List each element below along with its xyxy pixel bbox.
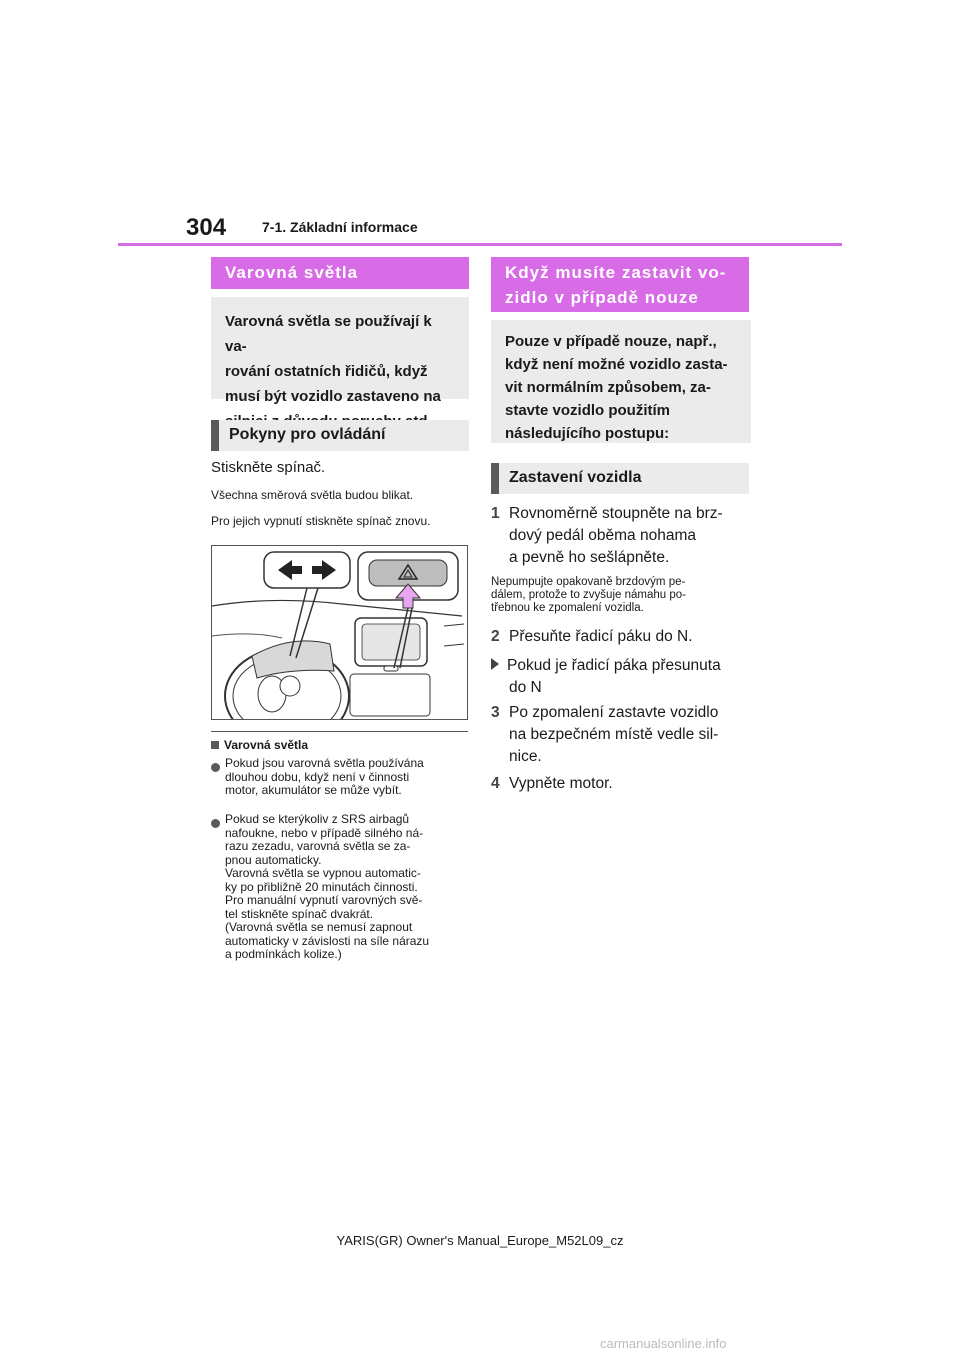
bullet-line: tel stiskněte spínač dvakrát. <box>225 906 374 921</box>
intro-line: stavte vozidlo použitím <box>505 402 671 419</box>
sub-step <box>491 655 751 699</box>
bullet-battery <box>225 757 470 798</box>
step-line: Po zpomalení zastavte vozidlo <box>509 704 719 721</box>
section-title: 7-1. Základní informace <box>262 219 418 235</box>
intro-box-right <box>491 320 751 443</box>
bullet-airbag <box>225 813 470 962</box>
step-1 <box>491 503 751 569</box>
note-line: Nepumpujte opakovaně brzdovým pe- <box>491 576 686 588</box>
bullet-line: razu zezadu, varovná světla se za- <box>225 839 411 853</box>
intro-line: Varovná světla se používají k va- <box>225 313 432 355</box>
sub-step-line: Pokud je řadicí páka přesunuta <box>507 657 721 674</box>
triangle-bullet-icon <box>491 658 499 670</box>
dashboard-illustration <box>211 545 468 720</box>
bullet-dot-icon <box>211 759 220 777</box>
step-3 <box>491 702 751 768</box>
bullet-line: Pro manuální vypnutí varovných svě- <box>225 893 423 907</box>
step-line: Rovnoměrně stoupněte na brz- <box>509 505 723 522</box>
step-line: dový pedál oběma nohama <box>509 527 696 544</box>
sub-step-line: do N <box>509 679 542 696</box>
note-line: třebnou ke zpomalení vozidla. <box>491 602 644 614</box>
note-blink: Všechna směrová světla budou blikat. <box>211 488 414 502</box>
note-turn-off: Pro jejich vypnutí stiskněte spínač znovu. <box>211 514 431 528</box>
bullet-dot-icon <box>211 815 220 833</box>
bullet-line: automaticky v závislosti na síle nárazu <box>225 933 430 948</box>
footer-text: YARIS(GR) Owner's Manual_Europe_M52L09_cz <box>336 1233 624 1248</box>
step-number: 4 <box>491 775 500 792</box>
intro-line: následujícího postupu: <box>505 425 670 442</box>
bullet-line: Varovná světla se vypnou automatic- <box>225 866 421 880</box>
step-line: na bezpečném místě vedle sil- <box>509 726 719 743</box>
step-number: 2 <box>491 628 500 645</box>
intro-box-left <box>211 297 469 405</box>
heading-line: Když musíte zastavit vo- <box>505 263 727 282</box>
notes-divider <box>211 731 468 732</box>
bullet-line: a podmínkách kolize.) <box>225 947 342 961</box>
step-line: a pevně ho sešlápněte. <box>509 549 670 566</box>
heading-emergency-stop <box>491 257 749 312</box>
bullet-line: motor, akumulátor se může vybít. <box>225 783 402 797</box>
page-number: 304 <box>186 214 227 241</box>
intro-line: musí být vozidlo zastaveno na <box>225 388 441 405</box>
bullet-line: ky po přibližně 20 minutách činnosti. <box>225 879 418 894</box>
notes-heading-text: Varovná světla <box>224 738 309 752</box>
step-line: Vypněte motor. <box>509 775 613 792</box>
step-number: 1 <box>491 505 500 522</box>
instruction-text: Stiskněte spínač. <box>211 459 326 476</box>
header-rule <box>118 243 842 246</box>
heading-warning-lights: Varovná světla <box>211 257 469 289</box>
step-1-note <box>491 576 751 615</box>
intro-line: vit normálním způsobem, za- <box>505 379 711 396</box>
step-line: Přesuňte řadicí páku do N. <box>509 628 693 645</box>
step-line: nice. <box>509 748 542 765</box>
intro-line: když není možné vozidlo zasta- <box>505 356 728 373</box>
hazard-switch-icon <box>212 546 467 719</box>
square-bullet-icon <box>211 741 219 749</box>
step-2 <box>491 626 693 648</box>
subheading-operation: Pokyny pro ovládání <box>211 420 469 451</box>
subheading-stopping: Zastavení vozidla <box>491 463 749 494</box>
bullet-line: nafoukne, nebo v případě silného ná- <box>225 825 424 840</box>
bullet-line: Pokud se kterýkoliv z SRS airbagů <box>225 812 410 826</box>
bullet-line: Pokud jsou varovná světla používána <box>225 756 424 770</box>
bullet-line: pnou automaticky. <box>225 852 322 867</box>
intro-line: rování ostatních řidičů, když <box>225 363 428 380</box>
step-number: 3 <box>491 704 500 721</box>
notes-heading <box>211 738 308 752</box>
note-line: dálem, protože to zvyšuje námahu po- <box>491 589 686 601</box>
watermark: carmanualsonline.info <box>600 1336 727 1351</box>
bullet-line: (Varovná světla se nemusí zapnout <box>225 920 413 934</box>
bullet-line: dlouhou dobu, když není v činnosti <box>225 769 410 784</box>
intro-line: Pouze v případě nouze, např., <box>505 333 717 350</box>
step-4 <box>491 773 613 795</box>
heading-line: zidlo v případě nouze <box>505 288 699 307</box>
